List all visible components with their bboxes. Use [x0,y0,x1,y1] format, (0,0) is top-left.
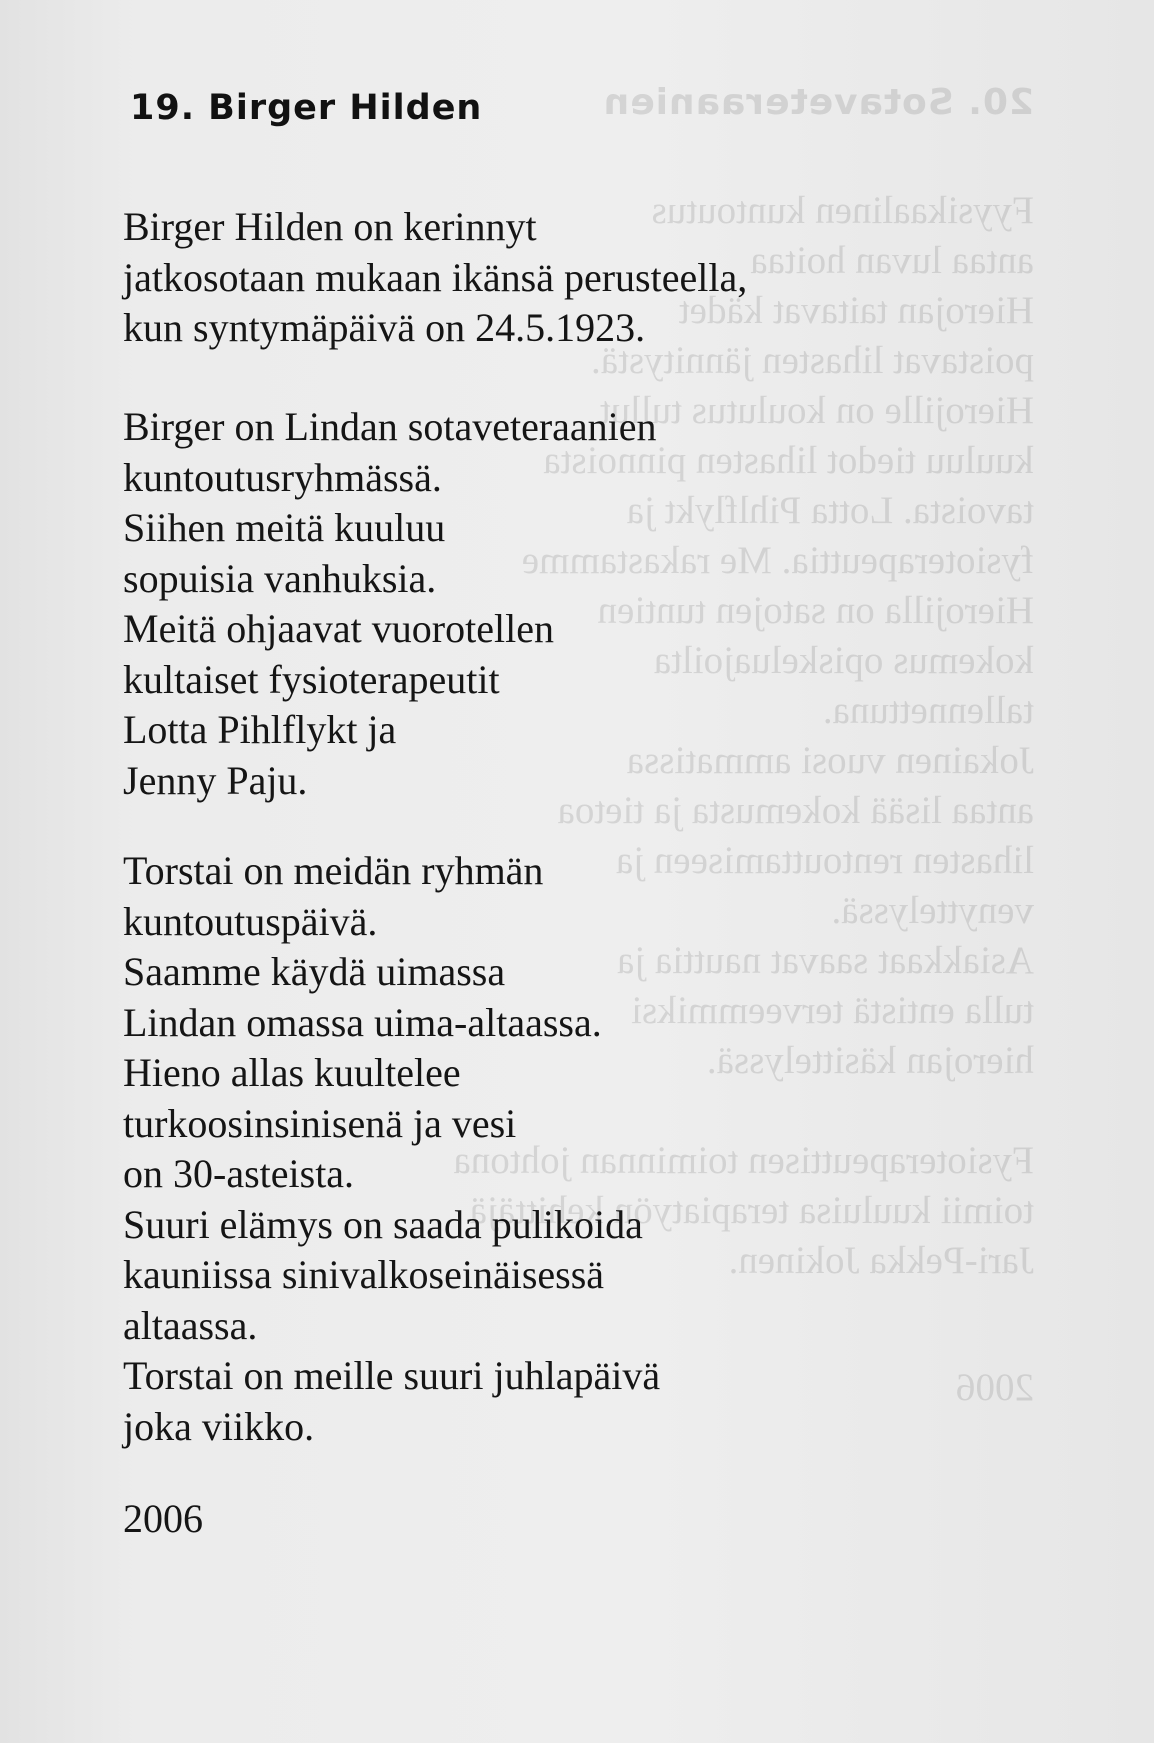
poem-line: Torstai on meidän ryhmän [123,848,544,893]
poem-line: kuntoutusryhmässä. [123,454,442,500]
stanza-3 [123,846,660,1452]
poem-line: jatkosotaan mukaan ikänsä perusteella, [123,254,748,300]
poem-line: Birger Hilden on kerinnyt [123,204,537,249]
poem-line: Suuri elämys on saada pulikoida [123,1201,643,1247]
poem-line: Saamme käydä uimassa [123,949,506,994]
poem-line: sopuisia vanhuksia. [123,555,437,601]
poem-line: turkoosinsinisenä ja vesi [123,1100,517,1146]
poem-line: kultaiset fysioterapeutit [123,656,500,702]
poem-line: kun syntymäpäivä on 24.5.1923. [123,305,646,350]
poem-line: joka viikko. [123,1403,315,1449]
poem-line: kuntoutuspäivä. [123,898,378,944]
poem-line: Siihen meitä kuuluu [123,505,446,550]
poem-line: Birger on Lindan sotaveteraanien [123,404,657,449]
poem-line: Jenny Paju. [123,757,308,803]
poem-line: on 30-asteista. [123,1151,355,1196]
poem-title: 19. Birger Hilden [130,88,483,128]
poem-year: 2006 [123,1496,203,1541]
poem-line: Hieno allas kuultelee [123,1050,461,1095]
poem-line: Torstai on meille suuri juhlapäivä [123,1353,661,1398]
stanza-2 [123,402,657,806]
page-show-through: 20. Sotaveteraanien Fyysikaalinen kuntoutus antaa luvan hoitaa Hierojan taitavat kädet poistavat lihasten jännitystä. Hierojille on koulutus tullut kuuluu tiedot lihasten pinnoista tavoista. Lotta Pihlflykt ja fysioterapeuttia. Me rakastamme Hierojilla on satojen tuntien kokemus opiskeluajoilta tallennettuna. Jokainen vuosi ammatissa antaa lisää kokemusta ja tietoa lihasten rentouttamiseen ja venyttelyssä. Asiakkaat saavat nauttia ja tulla entistä terveemmiksi hierojan käsittelyssä. Fysioterapeuttisen toiminnan johtona toimii kuuluisa terapiatyön kehittäjä Jari-Pekka Jokinen. 2006 [453,82,1034,1409]
poem-line: Meitä ohjaavat vuorotellen [123,606,554,651]
stanza-1 [123,202,747,354]
poem-line: kauniissa sinivalkoseinäisessä [123,1252,605,1297]
poem-line: Lotta Pihlflykt ja [123,707,397,752]
poem-line: Lindan omassa uima-altaassa. [123,999,602,1045]
poem-line: altaassa. [123,1302,258,1348]
